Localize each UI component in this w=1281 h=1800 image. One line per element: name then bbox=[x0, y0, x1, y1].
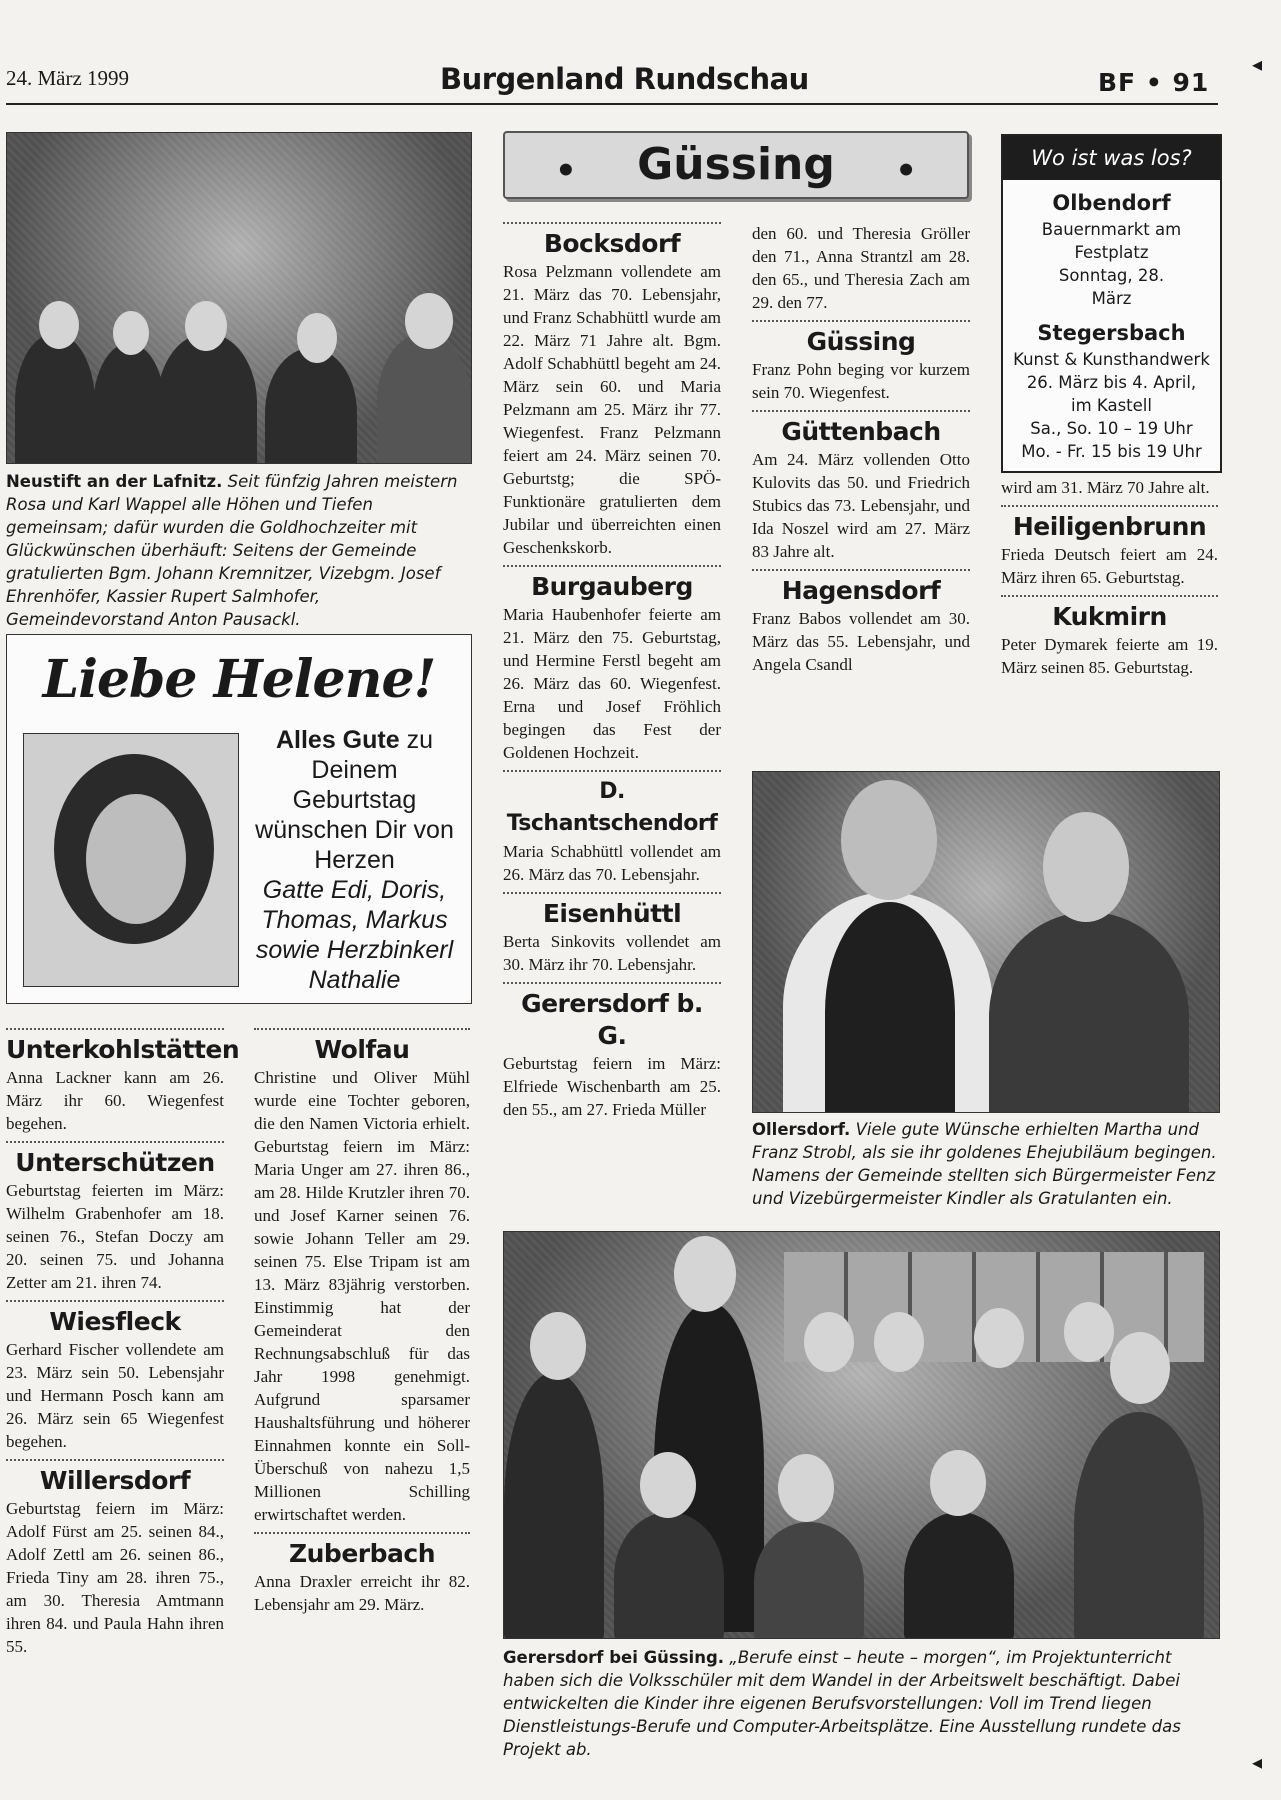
caption-place: Neustift an der Lafnitz. bbox=[6, 472, 223, 491]
event-text: Mo. - Fr. 15 bis 19 Uhr bbox=[1021, 442, 1202, 461]
section-text: Rosa Pelzmann vollendete am 21. März das 70. Lebensjahr, und Franz Schabhüttl wurde am 22. März 71 Jahre alt. Bgm. Adolf Schabhüttl begeht am 24. März sein 60. und Maria Pelzmann am 25. März ihr 77. Wiegenfest. Franz Pelzmann feiert am 24. März seinen 70. Geburtstg; die SPÖ-Funktionäre gratulierten dem Jubilar und überreichten einen Geschenkskorb. bbox=[503, 262, 721, 557]
ad-line: zu Deinem Geburtstag wünschen Dir von Herzen bbox=[255, 726, 454, 874]
caption-place: Ollersdorf. bbox=[752, 1120, 851, 1139]
section-text: Anna Lackner kann am 26. März ihr 60. Wiegenfest begehen. bbox=[6, 1068, 224, 1133]
photo-neustift-caption bbox=[6, 470, 470, 631]
section-text: Franz Pohn beging vor kurzem sein 70. Wiegenfest. bbox=[752, 360, 970, 402]
section-text: Franz Babos vollendet am 30. März das 55. Lebensjahr, und Angela Csandl bbox=[752, 609, 970, 674]
divider bbox=[1001, 595, 1218, 597]
header-rule bbox=[6, 103, 1218, 105]
section-title: Willersdorf bbox=[39, 1466, 191, 1495]
divider bbox=[6, 1459, 224, 1461]
section-text: Geburtstag feiern im März: Adolf Fürst am 25. seinen 84., Adolf Zettl am 26. seinen 86., Frieda Tiny am 28. ihren 75., am 30. Theresia Amtmann ihren 84. und Paula Hahn ihren 55. bbox=[6, 1499, 224, 1656]
section-title: Zuberbach bbox=[289, 1539, 435, 1568]
ad-signature: Gatte Edi, Doris, Thomas, Markus sowie Herzbinkerl Nathalie bbox=[255, 876, 454, 994]
ad-title: Liebe Helene! bbox=[42, 649, 436, 710]
issue-date: 24. März 1999 bbox=[6, 66, 130, 90]
section-text: Gerhard Fischer vollendete am 23. März sein 50. Lebensjahr und Hermann Posch kann am 26. März sein 65 Wiegenfest begehen. bbox=[6, 1340, 224, 1451]
section-text: Am 24. März vollenden Otto Kulovits das 50. und Friedrich Stubics das 73. Lebensjahr, und Ida Noszel wird am 27. März 83 Jahre alt. bbox=[752, 450, 970, 561]
banner-bullet-right: • bbox=[895, 151, 917, 191]
section-title: Unterkohlstätten bbox=[6, 1035, 240, 1064]
section-text: Maria Schabhüttl vollendet am 26. März das 70. Lebensjahr. bbox=[503, 842, 721, 884]
caption-text: Seit fünfzig Jahren meistern Rosa und Karl Wappel alle Höhen und Tiefen gemeinsam; dafür wurden die Goldhochzeiter mit Glückwünschen überhäuft: Seitens der Gemeinde gratulierten Bgm. Johann Kremnitzer, Vizebgm. Josef Ehrenhöfer, Kassier Rupert Salmhofer, Gemeindevorstand Anton Pausackl. bbox=[6, 472, 458, 629]
divider bbox=[254, 1532, 470, 1534]
photo-gerersdorf bbox=[503, 1231, 1220, 1639]
photo-neustift bbox=[6, 132, 472, 464]
photo-ollersdorf-caption bbox=[752, 1118, 1218, 1210]
section-text: Christine und Oliver Mühl wurde eine Tochter geboren, die den Namen Victoria erhielt. Geburtstag feiern im März: Maria Unger am 27. ihren 86., am 28. Hilde Krutzler ihren 70. und Josef Karner seinen 76. sowie Johann Teller am 29. seinen 75. Else Tripam ist am 13. März 83jährig verstorben. Einstimmig hat der Gemeinderat den Rechnungsabschluß für das Jahr 1998 genehmigt. Aufgrund sparsamer Haushaltsführung und höherer Einnahmen konnte ein Soll-Überschuß von nahezu 1,5 Millionen Schilling erwirtschaftet werden. bbox=[254, 1068, 470, 1524]
divider bbox=[1001, 505, 1218, 507]
column-far-right bbox=[1001, 476, 1218, 679]
section-title: Wiesfleck bbox=[49, 1307, 181, 1336]
section-text: Frieda Deutsch feiert am 24. März ihren 65. Geburtstag. bbox=[1001, 545, 1218, 587]
section-text: Geburtstag feiern im März: Elfriede Wischenbarth am 25. den 55., am 27. Frieda Müller bbox=[503, 1054, 721, 1119]
event-text: im Kastell bbox=[1071, 396, 1152, 415]
ad-message bbox=[247, 725, 462, 995]
divider bbox=[254, 1028, 470, 1030]
ad-portrait bbox=[23, 733, 239, 987]
section-title: Hagensdorf bbox=[781, 576, 941, 605]
section-title: Güssing bbox=[806, 327, 916, 356]
event-text: Sa., So. 10 – 19 Uhr bbox=[1030, 419, 1193, 438]
divider bbox=[503, 770, 721, 772]
banner-bullet-left: • bbox=[555, 151, 577, 191]
event-place: Olbendorf bbox=[1052, 191, 1171, 215]
section-text: Anna Draxler erreicht ihr 82. Lebensjahr am 29. März. bbox=[254, 1572, 470, 1614]
divider bbox=[752, 569, 970, 571]
section-title: Eisenhüttl bbox=[542, 899, 682, 928]
section-title: Bocksdorf bbox=[543, 229, 681, 258]
region-title: Güssing bbox=[637, 139, 835, 190]
section-title: Güttenbach bbox=[781, 417, 941, 446]
column-wolfau bbox=[254, 1028, 470, 1616]
column-right bbox=[752, 222, 970, 676]
section-title: Kukmirn bbox=[1052, 602, 1167, 631]
divider bbox=[503, 222, 721, 224]
caption-text: „Berufe einst – heute – morgen“, im Projektunterricht haben sich die Volksschüler mit dem Wandel in der Arbeitswelt beschäftigt. Dabei entwickelten die Kinder ihre eigenen Berufsvorstellungen: Voll im Trend liegen Dienstleistungs-Berufe und Computer-Arbeitsplätze. Eine Ausstellung rundete das Projekt ab. bbox=[503, 1648, 1181, 1759]
page-number: BF • 91 bbox=[1098, 68, 1210, 97]
divider bbox=[503, 892, 721, 894]
column-middle bbox=[503, 222, 721, 1121]
birthday-ad bbox=[6, 634, 472, 1004]
divider bbox=[752, 410, 970, 412]
event-text: 26. März bis 4. April, bbox=[1026, 373, 1197, 392]
section-title: Unterschützen bbox=[15, 1148, 215, 1177]
photo-gerersdorf-caption bbox=[503, 1646, 1218, 1761]
newspaper-title: Burgenland Rundschau bbox=[440, 62, 809, 96]
section-title: Gerersdorf b. G. bbox=[521, 989, 703, 1050]
scan-mark: ◂ bbox=[1252, 1750, 1263, 1774]
caption-place: Gerersdorf bei Güssing. bbox=[503, 1648, 725, 1667]
section-text: Maria Haubenhofer feierte am 21. März den 75. Geburtstag, und Hermine Ferstl begeht am 26. März das 60. Wiegenfest. Erna und Josef Fröhlich begingen das Fest der Goldenen Hochzeit. bbox=[503, 605, 721, 762]
section-title: D. Tschantschendorf bbox=[506, 779, 718, 836]
divider bbox=[6, 1300, 224, 1302]
section-title: Burgauberg bbox=[531, 572, 693, 601]
section-text: Geburtstag feierten im März: Wilhelm Grabenhofer am 18. seinen 76., Stefan Doczy am 20. seinen 75. und Johanna Zetter am 21. ihren 74. bbox=[6, 1181, 224, 1292]
scan-mark: ◂ bbox=[1252, 52, 1263, 76]
column-left bbox=[6, 1028, 240, 1658]
divider bbox=[6, 1141, 224, 1143]
event-text: Kunst & Kunsthandwerk bbox=[1013, 350, 1210, 369]
caption-text: Viele gute Wünsche erhielten Martha und Franz Strobl, als sie ihr goldenes Ehejubiläum begingen. Namens der Gemeinde stellten sich Bürgermeister Fenz und Vizebürgermeister Kindler als Gratulanten ein. bbox=[752, 1120, 1217, 1208]
ad-bold: Alles Gute bbox=[275, 726, 400, 754]
divider bbox=[6, 1028, 224, 1030]
region-banner bbox=[503, 131, 969, 199]
section-text: Peter Dymarek feierte am 19. März seinen 85. Geburtstag. bbox=[1001, 635, 1218, 677]
photo-ollersdorf bbox=[752, 771, 1220, 1113]
section-text: Berta Sinkovits vollendet am 30. März ihr 70. Lebensjahr. bbox=[503, 932, 721, 974]
section-text: wird am 31. März 70 Jahre alt. bbox=[1001, 478, 1210, 497]
divider bbox=[752, 320, 970, 322]
section-title: Heiligenbrunn bbox=[1012, 512, 1207, 541]
divider bbox=[503, 982, 721, 984]
section-text: den 60. und Theresia Gröller den 71., Anna Strantzl am 28. den 65., und Theresia Zach am 29. den 77. bbox=[752, 224, 970, 312]
section-title: Wolfau bbox=[314, 1035, 410, 1064]
event-text: Bauernmarkt am Festplatz Sonntag, 28. März bbox=[1041, 220, 1182, 308]
events-heading: Wo ist was los? bbox=[1003, 136, 1220, 180]
divider bbox=[503, 565, 721, 567]
events-box bbox=[1001, 134, 1222, 473]
event-place: Stegersbach bbox=[1037, 321, 1186, 345]
